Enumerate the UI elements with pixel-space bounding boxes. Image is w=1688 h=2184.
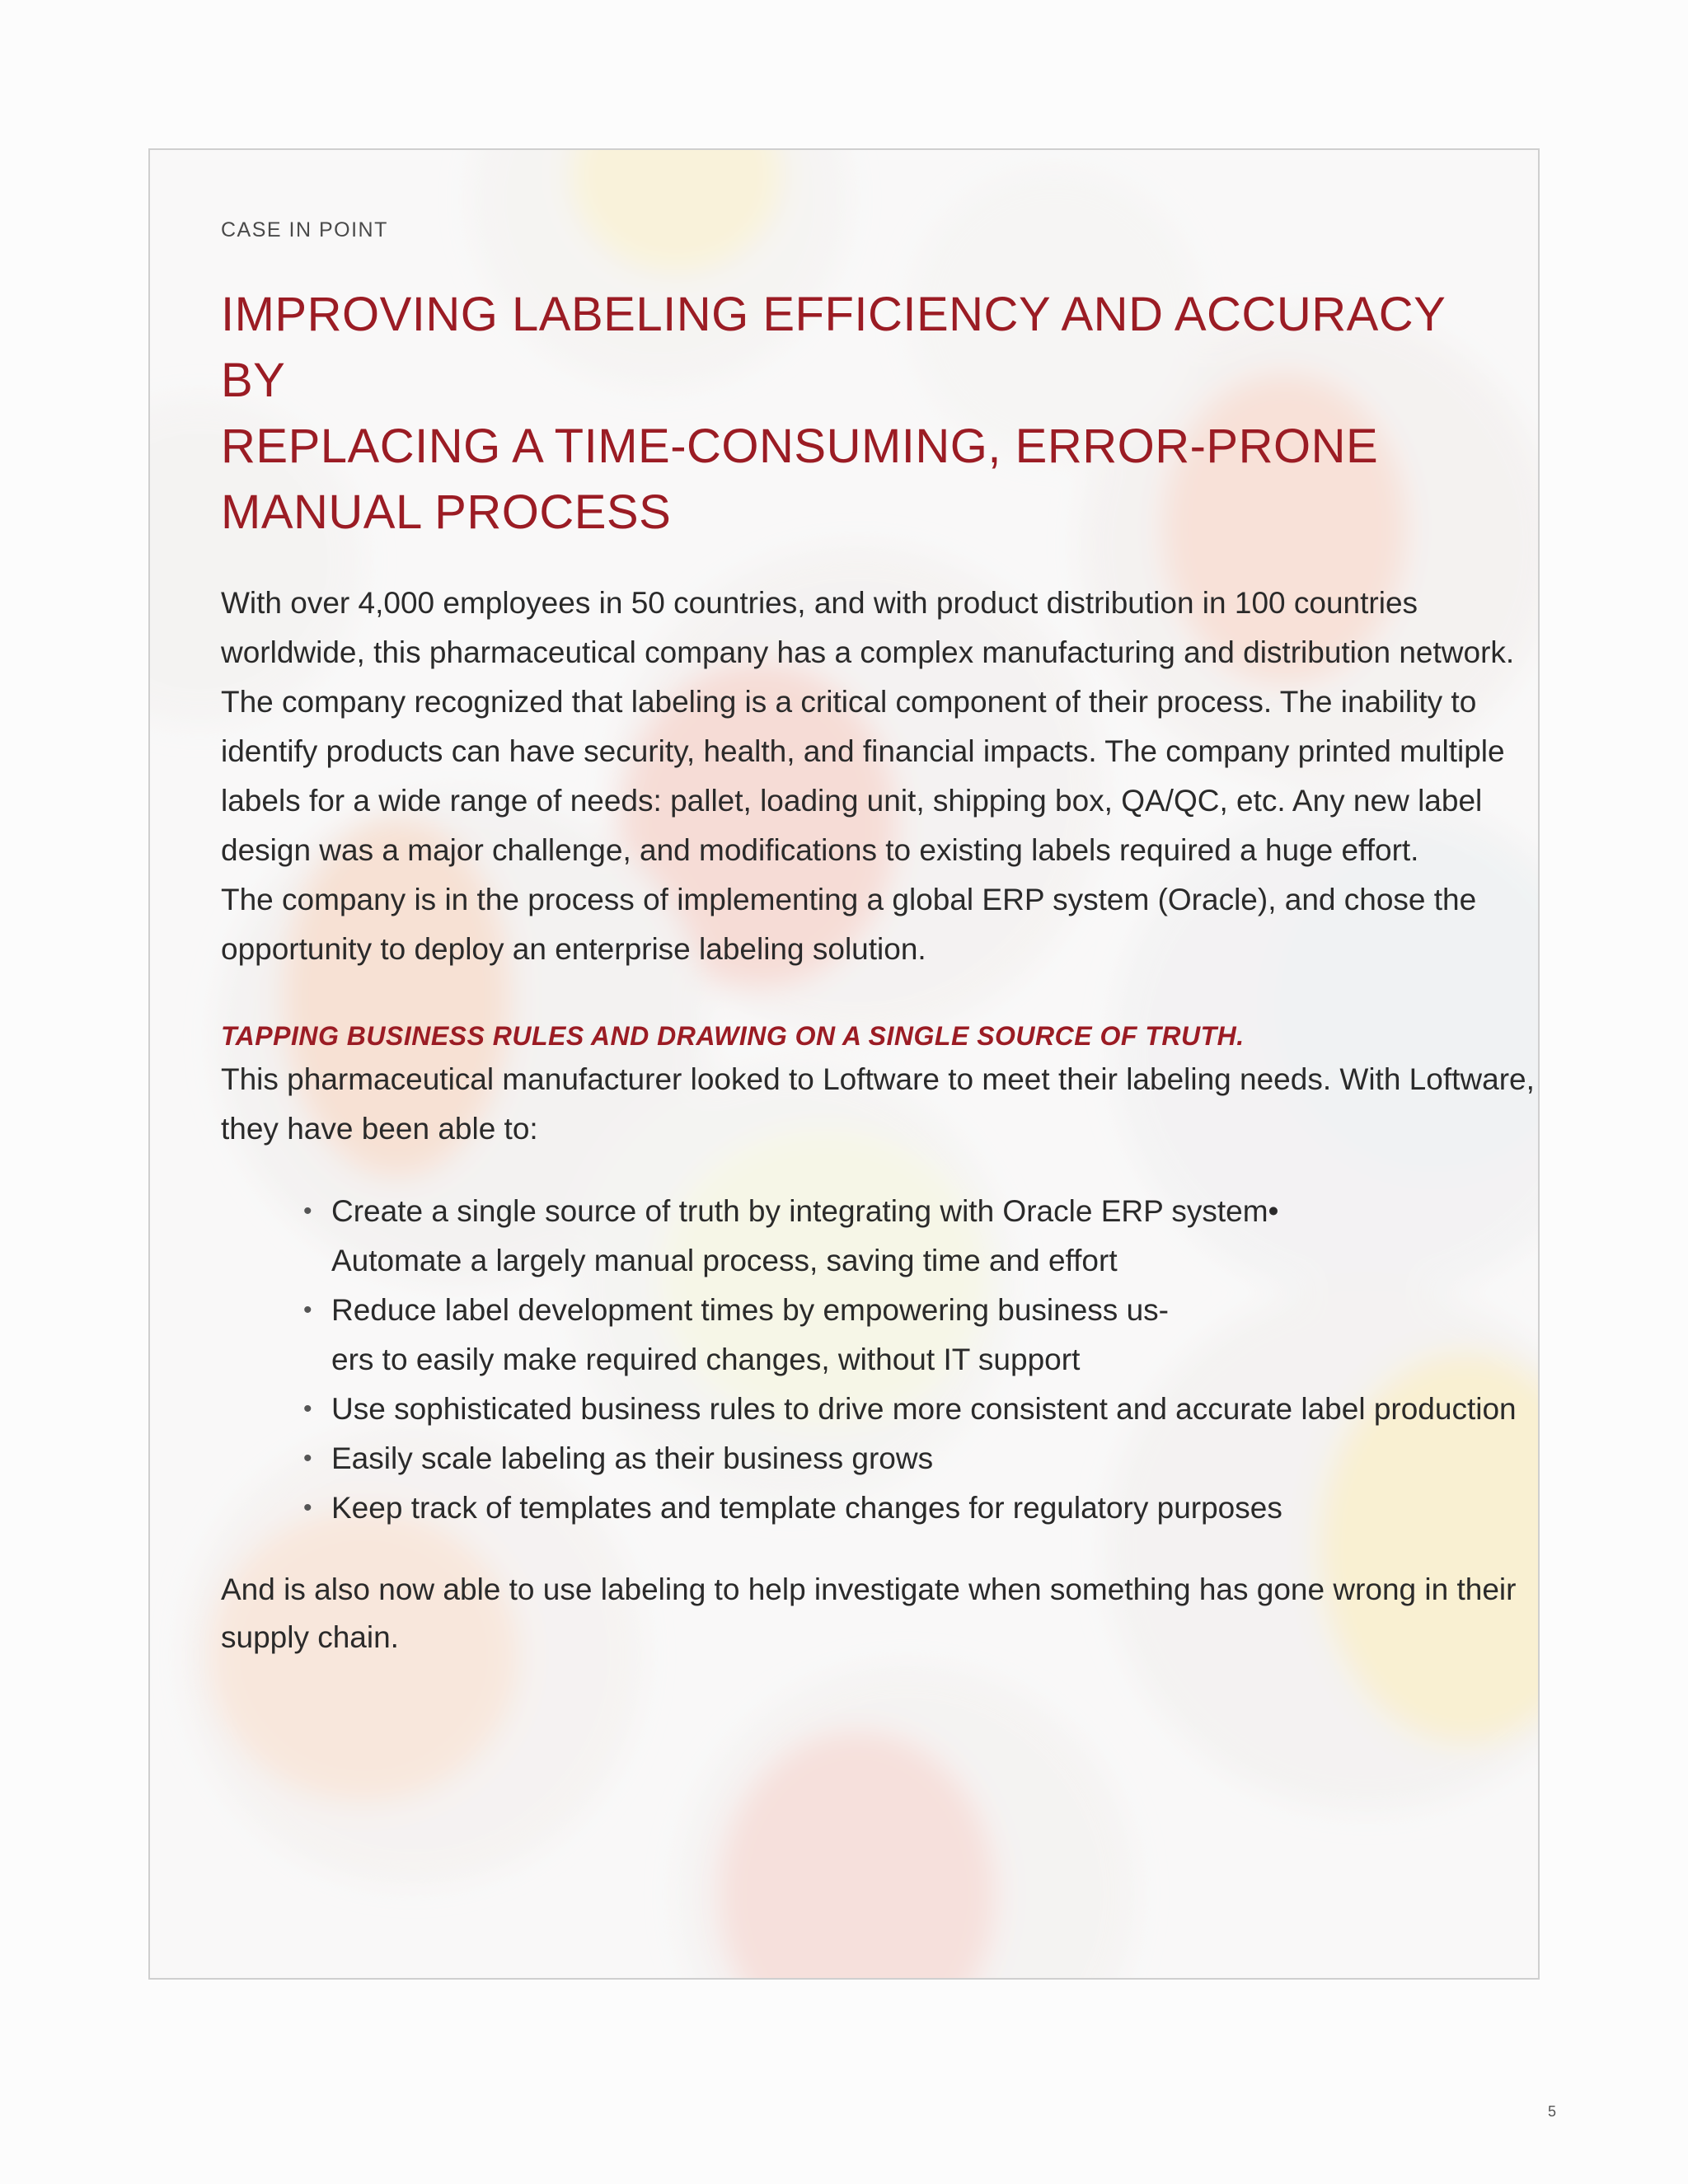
closing-paragraph [221, 1566, 1517, 1661]
closing-line: And is also now able to use labeling to help investigate when something has gone wrong in their [221, 1572, 1517, 1606]
case-study-card [148, 148, 1540, 1980]
body-line: opportunity to deploy an enterprise labeling solution. [221, 932, 926, 966]
title-line: MANUAL PROCESS [221, 485, 672, 539]
body-line: The company recognized that labeling is a critical component of their process. The inability to [221, 685, 1477, 719]
body-paragraph [221, 579, 1515, 974]
intro-line: This pharmaceutical manufacturer looked to Loftware to meet their labeling needs. With Loftware, [221, 1062, 1535, 1096]
bullet-icon: • [303, 1395, 312, 1422]
benefits-list [221, 1187, 1517, 1533]
body-line: With over 4,000 employees in 50 countries, and with product distribution in 100 countries [221, 586, 1418, 620]
list-item-text: Automate a largely manual process, saving time and effort [331, 1244, 1118, 1277]
body-line: design was a major challenge, and modifications to existing labels required a huge effort. [221, 833, 1419, 867]
title-line: IMPROVING LABELING EFFICIENCY AND ACCURACY BY [221, 288, 1446, 407]
content-area [221, 216, 1535, 1661]
list-item-text: Easily scale labeling as their business grows [331, 1441, 934, 1475]
intro-line: they have been able to: [221, 1112, 538, 1146]
page-title [221, 282, 1474, 546]
body-line: identify products can have security, health, and financial impacts. The company printed multiple [221, 734, 1505, 768]
list-item-text: Reduce label development times by empowering business us- [331, 1293, 1169, 1327]
bullet-icon: • [303, 1445, 312, 1472]
list-item [303, 1385, 1517, 1434]
list-item [303, 1434, 1490, 1483]
list-item [303, 1286, 1490, 1385]
page-number: 5 [1548, 2103, 1557, 2120]
body-line: worldwide, this pharmaceutical company has a complex manufacturing and distribution network. [221, 635, 1515, 669]
bullet-icon: • [303, 1296, 312, 1324]
list-item-text: ers to easily make required changes, without IT support [331, 1343, 1081, 1376]
list-item [303, 1187, 1490, 1286]
list-item [303, 1483, 1490, 1533]
list-item-text: Create a single source of truth by integrating with Oracle ERP system• [331, 1194, 1279, 1228]
bullet-icon: • [303, 1197, 312, 1225]
title-line: REPLACING A TIME-CONSUMING, ERROR-PRONE [221, 419, 1379, 473]
list-item-text: Use sophisticated business rules to drive more consistent and accurate label production [331, 1392, 1517, 1426]
bullet-icon: • [303, 1494, 312, 1521]
closing-line: supply chain. [221, 1620, 399, 1654]
body-line: The company is in the process of implementing a global ERP system (Oracle), and chose the [221, 883, 1477, 916]
body-line: labels for a wide range of needs: pallet, loading unit, shipping box, QA/QC, etc. Any new label [221, 784, 1483, 818]
list-item-text: Keep track of templates and template changes for regulatory purposes [331, 1491, 1282, 1525]
section-kicker: CASE IN POINT [221, 218, 388, 241]
intro-paragraph [221, 1055, 1535, 1154]
section-subheading: TAPPING BUSINESS RULES AND DRAWING ON A SINGLE SOURCE OF TRUTH. [221, 1021, 1245, 1051]
